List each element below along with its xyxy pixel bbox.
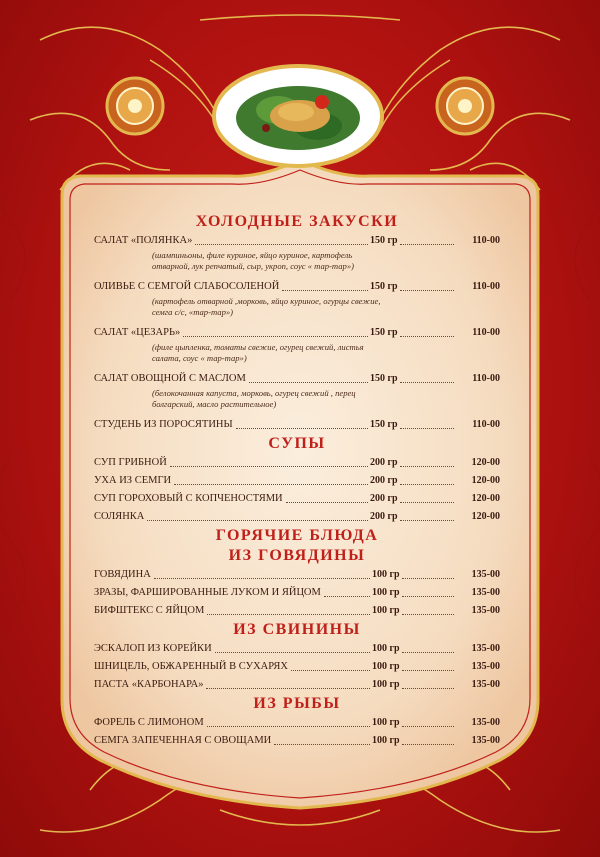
item-description: (шампиньоны, филе куриное, яйцо куриное, картофель отварной, лук репчатый, сыр, укроп, соус « тар-тар»): [152, 250, 354, 271]
dot-leader: [400, 290, 454, 291]
dot-leader: [286, 502, 368, 503]
item-price: 110-00: [472, 281, 500, 292]
dot-leader: [402, 726, 454, 727]
item-name: САЛАТ «ЦЕЗАРЬ»: [94, 327, 181, 338]
dot-leader: [274, 744, 370, 745]
item-weight: 200 гр: [370, 475, 398, 486]
item-price: 110-00: [472, 419, 500, 430]
item-price: 135-00: [471, 661, 500, 672]
item-name: САЛАТ «ПОЛЯНКА»: [94, 235, 193, 246]
dot-leader: [282, 290, 368, 291]
menu-item: [94, 454, 500, 472]
item-price: 135-00: [471, 679, 500, 690]
menu-item: [94, 416, 500, 434]
menu-item: [94, 714, 500, 732]
item-price: 135-00: [471, 717, 500, 728]
item-name: ОЛИВЬЕ С СЕМГОЙ СЛАБОСОЛЕНОЙ: [94, 281, 280, 292]
item-price: 110-00: [472, 327, 500, 338]
item-name: ШНИЦЕЛЬ, ОБЖАРЕННЫЙ В СУХАРЯХ: [94, 661, 288, 672]
item-weight: 100 гр: [372, 643, 400, 654]
dish-photo: [218, 70, 378, 162]
menu-item: [94, 640, 500, 658]
item-price: 135-00: [471, 569, 500, 580]
dot-leader: [236, 428, 368, 429]
item-weight: 150 гр: [370, 235, 398, 246]
dot-leader: [249, 382, 368, 383]
item-price: 135-00: [471, 587, 500, 598]
item-description: (белокочанная капуста, морковь, огурец свежий , перец болгарский, масло растительное): [152, 388, 356, 409]
item-name: СЕМГА ЗАПЕЧЕННАЯ С ОВОЩАМИ: [94, 735, 272, 746]
item-name: СОЛЯНКА: [94, 511, 145, 522]
dot-leader: [402, 614, 454, 615]
dot-leader: [147, 520, 368, 521]
dot-leader: [400, 382, 454, 383]
item-name: САЛАТ ОВОЩНОЙ С МАСЛОМ: [94, 373, 246, 384]
menu-item: [94, 490, 500, 508]
dot-leader: [400, 244, 454, 245]
menu-item: [94, 602, 500, 620]
item-weight: 200 гр: [370, 493, 398, 504]
item-weight: 100 гр: [372, 717, 400, 728]
item-name: СТУДЕНЬ ИЗ ПОРОСЯТИНЫ: [94, 419, 233, 430]
item-weight: 150 гр: [370, 281, 398, 292]
dot-leader: [215, 652, 370, 653]
item-price: 110-00: [472, 373, 500, 384]
item-name: СУП ГРИБНОЙ: [94, 457, 167, 468]
dot-leader: [183, 336, 368, 337]
dot-leader: [174, 484, 368, 485]
dot-leader: [400, 336, 454, 337]
item-price: 120-00: [471, 493, 500, 504]
section-title: ГОРЯЧИЕ БЛЮДА: [215, 527, 379, 544]
menu-item: [94, 278, 500, 296]
menu-item: [94, 324, 500, 342]
menu-item: [94, 584, 500, 602]
dot-leader: [402, 596, 454, 597]
menu-item: [94, 472, 500, 490]
dot-leader: [170, 466, 368, 467]
item-weight: 100 гр: [372, 661, 400, 672]
dot-leader: [324, 596, 370, 597]
item-weight: 200 гр: [370, 511, 398, 522]
item-weight: 100 гр: [372, 587, 400, 598]
menu-item: [94, 232, 500, 250]
item-weight: 100 гр: [372, 569, 400, 580]
dot-leader: [195, 244, 368, 245]
section-title: СУПЫ: [268, 435, 326, 452]
item-name: ЭСКАЛОП ИЗ КОРЕЙКИ: [94, 643, 212, 654]
item-weight: 100 гр: [372, 679, 400, 690]
item-name: БИФШТЕКС С ЯЙЦОМ: [94, 605, 205, 616]
item-name: ФОРЕЛЬ С ЛИМОНОМ: [94, 717, 204, 728]
menu-item: [94, 732, 500, 750]
item-weight: 100 гр: [372, 735, 400, 746]
item-price: 120-00: [471, 457, 500, 468]
item-price: 110-00: [472, 235, 500, 246]
menu-item: [94, 508, 500, 526]
item-price: 120-00: [471, 511, 500, 522]
item-weight: 150 гр: [370, 419, 398, 430]
item-name: ЗРАЗЫ, ФАРШИРОВАННЫЕ ЛУКОМ И ЯЙЦОМ: [94, 587, 321, 598]
dot-leader: [206, 688, 370, 689]
dot-leader: [402, 578, 454, 579]
section-title: ИЗ РЫБЫ: [253, 695, 341, 712]
item-price: 135-00: [471, 605, 500, 616]
dot-leader: [154, 578, 370, 579]
dot-leader: [400, 502, 454, 503]
menu-item: [94, 676, 500, 694]
item-name: УХА ИЗ СЕМГИ: [94, 475, 172, 486]
menu-item: [94, 658, 500, 676]
item-price: 120-00: [471, 475, 500, 486]
menu-list: [94, 212, 500, 750]
item-name: СУП ГОРОХОВЫЙ С КОПЧЕНОСТЯМИ: [94, 493, 283, 504]
dot-leader: [207, 614, 370, 615]
section-title: ИЗ СВИНИНЫ: [233, 621, 361, 638]
dot-leader: [402, 670, 454, 671]
item-description: (филе цыпленка, томаты свежие, огурец свежий, листья салата, соус « тар-тар»): [152, 342, 364, 363]
section-title: ИЗ ГОВЯДИНЫ: [228, 547, 366, 564]
dot-leader: [400, 520, 454, 521]
dot-leader: [402, 688, 454, 689]
item-name: ПАСТА «КАРБОНАРА»: [94, 679, 204, 690]
dot-leader: [400, 466, 454, 467]
item-price: 135-00: [471, 735, 500, 746]
section-title: ХОЛОДНЫЕ ЗАКУСКИ: [195, 213, 399, 230]
item-name: ГОВЯДИНА: [94, 569, 151, 580]
item-weight: 150 гр: [370, 373, 398, 384]
dot-leader: [402, 744, 454, 745]
dot-leader: [402, 652, 454, 653]
item-price: 135-00: [471, 643, 500, 654]
dot-leader: [400, 484, 454, 485]
item-weight: 200 гр: [370, 457, 398, 468]
menu-item: [94, 370, 500, 388]
item-weight: 100 гр: [372, 605, 400, 616]
menu-item: [94, 566, 500, 584]
dot-leader: [400, 428, 454, 429]
item-weight: 150 гр: [370, 327, 398, 338]
item-description: (картофель отварной ,морковь, яйцо куриное, огурцы свежие, семга с/с, «тар-тар»): [152, 296, 381, 317]
dot-leader: [291, 670, 370, 671]
dot-leader: [207, 726, 370, 727]
